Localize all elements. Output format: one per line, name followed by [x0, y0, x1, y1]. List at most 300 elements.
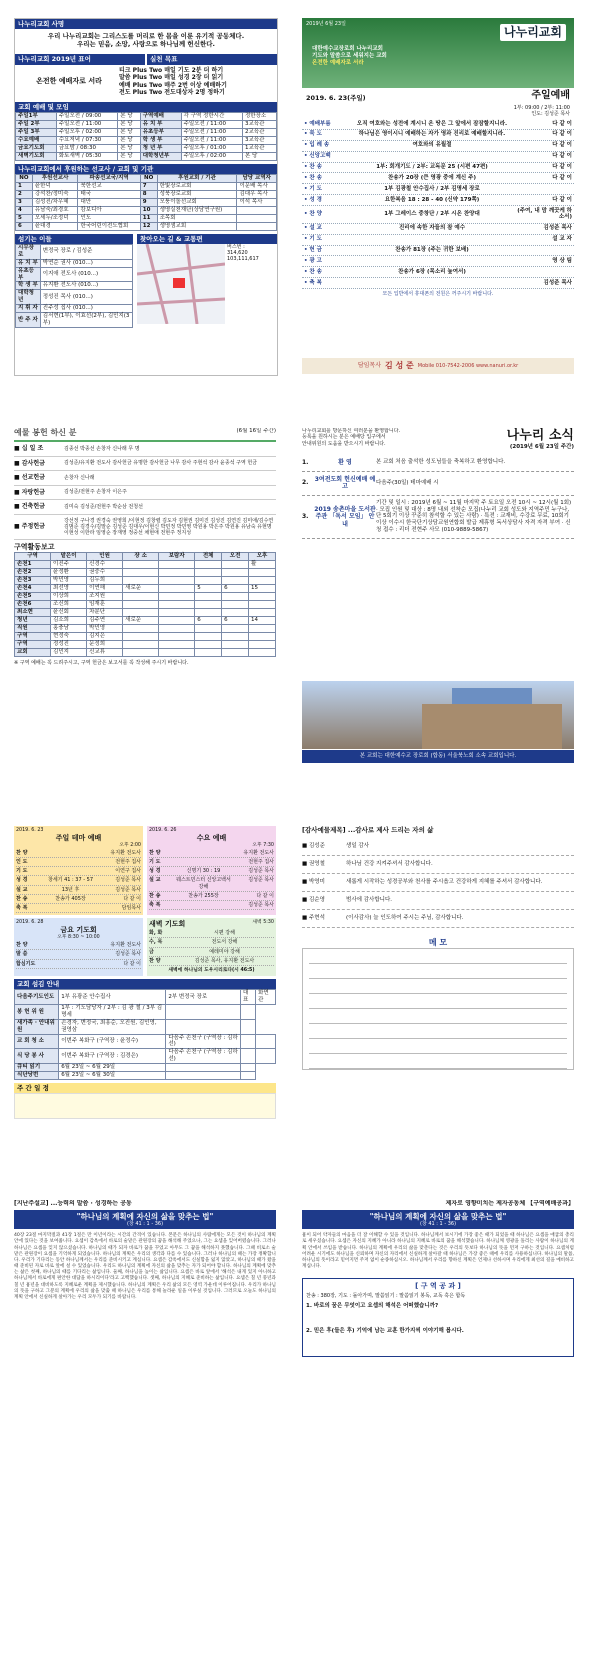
- worship-item: [302, 173, 574, 184]
- table-cell: [166, 1064, 241, 1072]
- friday-box: [14, 918, 143, 976]
- worship-item: [302, 256, 574, 267]
- table-header-row: [16, 174, 277, 182]
- service-cell: 찬 송: [16, 895, 28, 902]
- table-cell: 6: [222, 585, 249, 593]
- page-1: [14, 18, 278, 376]
- table-cell: 본 당: [118, 152, 140, 160]
- news-heading: 환 영: [338, 459, 352, 467]
- group-footnote: ※ 구역 예배는 꼭 드려주시고, 구역 헌금은 보고서를 꼭 작성해 주시기 바랍니다.: [14, 660, 189, 666]
- table-row: [16, 152, 277, 160]
- practice-item: 예배 Plus Two 매주 2번 이상 예배하기: [119, 81, 227, 89]
- worship-item-name: • 찬 양: [304, 210, 322, 217]
- table-cell: [222, 649, 249, 657]
- table-row: [16, 259, 133, 267]
- lesson-question: 2. 믿은 후(들은 후) 기억에 남는 교훈 한가지씩 이야기해 봅시다.: [306, 1328, 464, 1335]
- table-cell: 6: [16, 222, 33, 230]
- table-cell: 수요저녁 / 07:30: [56, 136, 117, 144]
- worship-item-name: • 찬 송: [304, 174, 322, 181]
- table-cell: 최선영: [51, 585, 87, 593]
- offering-row: [14, 457, 276, 472]
- service-cell: [42, 961, 99, 967]
- table-cell: 김주연: [87, 617, 123, 625]
- table-cell: [241, 1064, 256, 1072]
- table-cell: 차분단: [87, 609, 123, 617]
- table-row: [15, 1064, 276, 1072]
- offering-type: ■ 십 일 조: [14, 445, 44, 452]
- group-title: 구역활동보고: [14, 543, 55, 552]
- news-title: 나누리 소식: [506, 428, 574, 443]
- service-cell: 합심기도: [16, 960, 36, 967]
- table-cell: 주일 3부: [16, 128, 57, 136]
- service-cell: 기 도: [16, 868, 28, 875]
- sermon-title: "하나님의 계획에 자신의 삶을 맞추는 법": [76, 1211, 214, 1221]
- table-cell: 식단당번: [15, 1072, 59, 1080]
- table-cell: 이번주 복화구 (구역장 : 김경은): [59, 1049, 166, 1064]
- table-cell: 화면관: [256, 990, 276, 1005]
- table-cell: 구역: [15, 641, 51, 649]
- table-cell: 3교육관: [242, 120, 276, 128]
- fri-time: 오후 8:30 ~ 10:00: [57, 935, 100, 941]
- table-cell: [195, 625, 222, 633]
- service-row: [149, 948, 274, 957]
- offering-type: ■ 자랑헌금: [14, 488, 45, 496]
- weekly-schedule-title: 주 간 일 정: [14, 1083, 276, 1093]
- table-cell: 이번주 복화구 (구역장 : 윤정수): [59, 1034, 166, 1049]
- table-cell: [222, 561, 249, 569]
- worship-item: [302, 235, 574, 246]
- table-cell: 학 생 부: [140, 136, 181, 144]
- table-cell: [222, 569, 249, 577]
- table-header: 보람자: [159, 553, 195, 561]
- worship-item-name: • 설 교: [304, 225, 322, 232]
- fri-date: 2019. 6. 28: [16, 920, 44, 926]
- worship-item: [302, 152, 574, 163]
- table-cell: 문정희: [87, 641, 123, 649]
- table-row: [16, 128, 277, 136]
- service-cell: 기 도: [149, 858, 161, 865]
- table-header: 구역: [15, 553, 51, 561]
- table-row: [15, 633, 276, 641]
- table-row: [16, 282, 133, 290]
- worship-item-detail: 찬송가 6장 (목소리 높여서): [398, 268, 466, 275]
- sun-date: 2019. 6. 23: [16, 828, 44, 833]
- table-cell: [159, 601, 195, 609]
- table-cell: 새가족 · 안내위원: [15, 1019, 59, 1034]
- worship-item: [302, 206, 574, 224]
- news-number: 1.: [302, 459, 309, 467]
- practice-item: 전도 Plus Two 전도대상자 2명 정하기: [119, 89, 225, 96]
- goal-title: 나누리교회 2019년 표어: [15, 54, 145, 64]
- table-cell: [249, 577, 276, 585]
- bus-line: 314,620: [227, 250, 248, 257]
- table-cell: 북한선교: [78, 182, 140, 190]
- mission-line: 우리는 믿음, 소망, 사랑으로 하나님께 헌신한다.: [76, 40, 216, 49]
- table-cell: 손천1: [15, 561, 51, 569]
- table-cell: 구역예배: [140, 112, 181, 120]
- table-cell: 큐티 읽기: [15, 1064, 59, 1072]
- table-cell: 교 회 청 소: [15, 1034, 59, 1049]
- service-cell: 성 경: [16, 877, 28, 884]
- worship-item-name: • 기 도: [304, 185, 322, 192]
- table-cell: 새벽기도회: [16, 152, 57, 160]
- service-row: [149, 892, 274, 901]
- table-cell: 이석 목사: [237, 198, 277, 206]
- table-cell: [249, 569, 276, 577]
- worship-item-name: • 예배부름: [304, 120, 331, 127]
- table-header-row: [15, 553, 276, 561]
- table-cell: [159, 593, 195, 601]
- thanks-row: [302, 910, 574, 928]
- table-cell: 활: [249, 561, 276, 569]
- table-row: [15, 1072, 276, 1080]
- table-cell: 생명샘교회: [157, 222, 237, 230]
- table-row: [16, 182, 277, 190]
- service-cell: 김성준 목사: [115, 877, 141, 884]
- table-cell: 반 주 자: [16, 313, 41, 328]
- table-cell: 이연해: [87, 585, 123, 593]
- table-header: 오전: [222, 553, 249, 561]
- table-row: [15, 569, 276, 577]
- table-cell: 식 당 봉 사: [15, 1049, 59, 1064]
- bus-line: 103,111,617: [227, 256, 259, 263]
- worship-item-name: • 성 경: [304, 196, 322, 203]
- table-cell: 구역: [15, 633, 51, 641]
- service-cell: 김성준 목사, 유지환 전도사: [194, 957, 255, 964]
- table-cell: [123, 601, 159, 609]
- table-cell: 청년: [15, 617, 51, 625]
- worship-item: [302, 278, 574, 289]
- dawn-title: 새벽 기도회: [149, 920, 186, 929]
- page-5: [14, 826, 276, 1146]
- worship-item-detail: 요한복음 18 : 28 - 40 (신약 179쪽): [384, 196, 480, 203]
- table-cell: 이진주: [51, 561, 87, 569]
- table-cell: [159, 633, 195, 641]
- wed-title: 수요 예배: [196, 833, 227, 842]
- table-cell: 1교육관: [242, 144, 276, 152]
- service-times: 1부: 09:00 / 2부: 11:00: [513, 104, 570, 111]
- service-cell: 시편 강해: [214, 930, 235, 937]
- offering-week: (6월 16일 주간): [236, 428, 276, 434]
- news-detail: 본 교회 처음 출석한 성도님들을 축복하고 환영합니다.: [376, 459, 506, 466]
- table-cell: 강석찬/정미숙: [32, 190, 78, 198]
- table-cell: 본 당: [118, 128, 140, 136]
- offering-names: 손창자 신나래: [64, 474, 95, 481]
- worship-item-detail: 하나님은 영이시니 예배하는 자가 영과 진리로 예배할지니라.: [358, 131, 506, 138]
- table-cell: [123, 633, 159, 641]
- thanks-name: ■ 김성준: [302, 843, 325, 850]
- table-cell: [241, 1019, 256, 1034]
- table-cell: [195, 601, 222, 609]
- table-cell: 정한장소: [242, 112, 276, 120]
- wed-date: 2019. 6. 26: [149, 828, 177, 833]
- lesson-question: 1. 바로의 꿈은 무엇이고 요셉의 해석은 어떠했습니까?: [306, 1303, 439, 1310]
- table-cell: [123, 625, 159, 633]
- table-cell: 정성진: [51, 641, 87, 649]
- news-list: [302, 455, 574, 539]
- offering-names: 김성준/전현주 손창자 이은주: [64, 489, 127, 496]
- table-cell: 6: [222, 617, 249, 625]
- intro-line: 나누리교회를 방문하신 여러분을 환영합니다.: [302, 428, 401, 434]
- table-cell: [159, 577, 195, 585]
- service-cell: 다 같 이: [123, 895, 141, 902]
- service-cell: [175, 850, 232, 856]
- table-cell: 박연순 권사 (010...): [40, 259, 132, 267]
- table-cell: [249, 625, 276, 633]
- table-cell: 김성진/차우혜: [32, 198, 78, 206]
- table-cell: [195, 641, 222, 649]
- table-cell: [237, 214, 277, 222]
- worship-item: [302, 246, 574, 257]
- table-cell: [222, 593, 249, 601]
- table-row: [16, 198, 277, 206]
- thanks-name: ■ 주현석: [302, 914, 325, 921]
- table-row: [15, 609, 276, 617]
- table-cell: 주일 2부: [16, 120, 57, 128]
- sermon-header: [지난주설교] ...능력의 말씀 · 성경하는 공동: [14, 1200, 132, 1207]
- lesson-body: 흉이 되어 약자들의 마음을 더 잘 이해할 수 있을 것입니다. 하나님께서 보시기에 가장 좋은 때가 되었을 때 하나님은 요셉을 애굽의 총리로 세우셨습니다. 요셉은 자신의 지혜가 아니라 하나님의 지혜로 바로의 꿈을 해석했습니다. 하나님께 영광을 돌리는 사람이 하나님의 계획 안에서 쓰임을 받습니다. 하나님의 계획에 우리의 삶을 맞춘다는 것은 우리의 뜻보다 하나님의 뜻을 먼저 구하는 것입니다. 요셉처럼 어려운 시기에도 하나님을 신뢰하며 자신의 자리에서 신실하게 살아갈 때 하나님은 가장 좋은 때에 우리를 사용하십니다. 하나님의 말씀, 하나님의 뜻이라고 믿어지면 주저 없이 순종하십시오. 하나님께서 우리를 향하신 계획은 언제나 선하시며 우리에게 최선의 길을 예비하고 계십니다.: [302, 1233, 574, 1270]
- service-title: 주일예배: [531, 90, 570, 101]
- worship-item-leader: 김성준 목사: [543, 279, 572, 286]
- news-heading: 3여전도회 헌신예배 예고: [314, 475, 376, 491]
- table-header: 인원: [87, 553, 123, 561]
- denomination-footer: 본 교회는 대한예수교 장로회 (합동) 서울북노회 소속 교회입니다.: [302, 750, 574, 763]
- fri-title: 금요 기도회: [60, 926, 97, 935]
- thanks-row: [302, 874, 574, 892]
- table-cell: 유지환 전도사 (010...): [40, 282, 132, 290]
- table-cell: 변정국 장로 / 김성준: [40, 244, 132, 259]
- table-cell: [237, 222, 277, 230]
- table-header: 후원선교사: [32, 174, 78, 182]
- service-cell: 수, 목: [149, 939, 163, 946]
- pastor-name: 김 성 준: [385, 361, 414, 370]
- service-cell: 신명기 30 : 19: [186, 868, 221, 875]
- intro-line: 안내위원의 도움을 받으시기 바랍니다.: [302, 440, 386, 447]
- news-heading: 2019 송촌마을 도서관 주관 「독서 모임」 안내: [314, 505, 376, 528]
- offering-row: [14, 442, 276, 457]
- service-row: [149, 901, 274, 910]
- table-row: [15, 617, 276, 625]
- table-cell: 한국어린이전도협회: [78, 222, 140, 230]
- table-header: 오후: [249, 553, 276, 561]
- service-row: [16, 941, 141, 950]
- worship-item-leader: 영 상 팀: [552, 257, 572, 264]
- worship-item-detail: 찬송가 20장 (큰 영광 중에 계신 주): [388, 174, 476, 181]
- table-cell: 다음주 손천구 (구역장 : 김하선): [166, 1049, 241, 1064]
- offering-row: [14, 471, 276, 486]
- table-cell: [123, 561, 159, 569]
- table-cell: [123, 649, 159, 657]
- table-cell: 손천5: [15, 593, 51, 601]
- worship-item-leader: 다 같 이: [552, 153, 572, 160]
- offering-names: 강선정 구나경 권경숙 권영희 /이현정 김창렬 김도자 김현권 김미진 김성진 김연진 김미애/김수연 김범준 김경수/김말순 김성준 김대우/이현신 박민정 박민영 박원용 박은주 박원용 유남숙 유현명 이현성 이한라 임영순 장재영 정중선 채현애 전현주 정지성: [64, 517, 274, 536]
- order-of-worship: [302, 119, 574, 289]
- memo-title: 메 모: [428, 937, 448, 947]
- service-cell: 이연구 집사: [115, 868, 141, 875]
- schedule-title: 교회 예배 및 모임: [15, 102, 277, 112]
- table-row: [16, 190, 277, 198]
- worship-item-detail: 1부 김광철 안수집사 / 2부 김명세 장로: [384, 185, 480, 192]
- service-cell: 화, 화: [149, 930, 163, 937]
- table-cell: 대학청년: [16, 290, 41, 305]
- banner-line: 온전한 예배자로 서라: [312, 59, 364, 66]
- worship-item-name: • 입 례 송: [304, 142, 330, 149]
- table-cell: [249, 593, 276, 601]
- table-cell: [241, 1034, 256, 1049]
- service-cell: 창세기 41 : 37 - 57: [47, 877, 93, 884]
- service-cell: 축 복: [149, 902, 161, 909]
- table-cell: 주일오후 / 02:00: [181, 152, 242, 160]
- schedule-table: [15, 112, 277, 161]
- table-cell: 모퉁이돌선교회: [157, 198, 237, 206]
- mission-org-title: 나누리교회에서 후원하는 선교사 / 교회 및 기관: [15, 164, 277, 174]
- wed-time: 오후 7:30: [252, 842, 274, 848]
- service-cell: 찬 양: [149, 957, 161, 964]
- memo-lines: [302, 948, 574, 1070]
- worship-item: [302, 195, 574, 206]
- table-cell: [249, 609, 276, 617]
- practice-title: 실천 목표: [147, 54, 277, 64]
- table-cell: [159, 617, 195, 625]
- table-cell: 8: [140, 190, 157, 198]
- map-image: [137, 244, 225, 324]
- service-row: [16, 867, 141, 876]
- table-cell: 생명실천재단(상담연구원): [157, 206, 237, 214]
- table-cell: 유 치 부: [16, 259, 41, 267]
- service-cell: [42, 905, 99, 911]
- service-cell: 설 교: [16, 886, 28, 893]
- service-cell: 찬 양: [149, 849, 161, 856]
- service-cell: 유지환 전도사: [243, 849, 274, 856]
- table-cell: [195, 633, 222, 641]
- table-cell: 11: [140, 214, 157, 222]
- dawn-time: 새벽 5:30: [252, 920, 274, 926]
- page-3: [14, 428, 276, 763]
- table-row: [15, 641, 276, 649]
- table-cell: [249, 601, 276, 609]
- service-cell: 금: [149, 948, 154, 955]
- service-cell: 말 씀: [16, 951, 28, 958]
- worship-item-name: • 찬 송: [304, 268, 322, 275]
- table-cell: 2교육관: [242, 128, 276, 136]
- table-row: [16, 144, 277, 152]
- table-row: [16, 267, 133, 282]
- table-cell: [159, 585, 195, 593]
- table-cell: 수요예배: [16, 136, 57, 144]
- worship-item-leader: (주여, 내 맘 깨끗케 하소서): [517, 207, 572, 221]
- worship-item-leader: 다 같 이: [552, 142, 572, 149]
- worship-item-detail: 진리에 속한 자들의 참 예수: [398, 225, 466, 232]
- table-cell: 홍충남: [51, 625, 87, 633]
- thanks-row: [302, 856, 574, 874]
- table-cell: 신교류: [87, 649, 123, 657]
- service-row: [149, 957, 274, 966]
- service-cell: 김성준 목사: [248, 868, 274, 875]
- service-cell: 13년 후: [61, 886, 80, 893]
- offering-type: ■ 주정헌금: [14, 523, 45, 531]
- group-table: [14, 552, 276, 657]
- service-cell: 찬 송: [149, 892, 161, 899]
- intro-line: 등록을 원하시는 분은 예배당 입구에서: [302, 434, 386, 441]
- apply-title: [ 구 역 공 과 ]: [415, 1282, 461, 1291]
- service-cell: 전도서 강해: [211, 939, 238, 946]
- table-header: NO: [16, 174, 33, 182]
- service-cell: [42, 859, 99, 865]
- table-row: [16, 244, 133, 259]
- table-row: [16, 290, 133, 305]
- table-cell: 다음주 손천구 (구역장 : 김하선): [166, 1034, 241, 1049]
- table-cell: 권중수: [87, 569, 123, 577]
- offering-row: [14, 515, 276, 541]
- table-cell: 5: [195, 585, 222, 593]
- table-cell: 9: [140, 198, 157, 206]
- table-cell: [241, 1072, 256, 1080]
- offering-names: 김미숙 김성준/전현주 박순삼 전청선: [64, 503, 143, 510]
- table-cell: [123, 569, 159, 577]
- dawn-box: [147, 918, 276, 976]
- table-cell: [123, 593, 159, 601]
- table-cell: 시무장로: [16, 244, 41, 259]
- table-cell: 임재훈: [87, 601, 123, 609]
- worship-item-detail: 1부: 회개기도 / 2부: 교독문 25 (시편 47편): [376, 164, 488, 170]
- offering-type: ■ 감사헌금: [14, 459, 45, 467]
- table-cell: [222, 609, 249, 617]
- service-row: [149, 929, 274, 938]
- table-row: [16, 214, 277, 222]
- table-cell: 7: [140, 182, 157, 190]
- table-row: [16, 206, 277, 214]
- service-row: [16, 876, 141, 885]
- table-cell: 5: [16, 214, 33, 222]
- table-cell: 주일오전 / 11:00: [181, 128, 242, 136]
- worship-item: [302, 163, 574, 174]
- table-cell: [159, 649, 195, 657]
- table-row: [16, 222, 277, 230]
- thanks-name: ■ 김순영: [302, 896, 325, 903]
- table-cell: [249, 641, 276, 649]
- offering-row: [14, 500, 276, 515]
- table-cell: 진주성 집사 (010...): [40, 305, 132, 313]
- page-8: [302, 1200, 574, 1655]
- church-name: 나누리교회: [500, 24, 566, 41]
- worship-item-name: • 축 복: [304, 279, 322, 286]
- service-cell: 인 도: [16, 858, 28, 865]
- table-cell: 이상희: [51, 593, 87, 601]
- worship-item: [302, 141, 574, 152]
- table-cell: 10: [140, 206, 157, 214]
- pastor-label: 담임목사: [357, 362, 382, 370]
- apply-intro: 찬송 : 380장, 기도 : 돌아가며, 말씀읽기 : 말씀읽기 봉독, 교독 혹은 합독: [306, 1293, 466, 1299]
- service-cell: 담임목사: [121, 905, 141, 912]
- table-cell: [159, 609, 195, 617]
- worship-item-detail: 오직 여호와는 성전에 계시니 온 땅은 그 앞에서 잠잠할지니라.: [356, 120, 508, 127]
- bus-label: 버스번 :: [227, 243, 245, 250]
- worship-item-leader: 다 같 이: [552, 164, 572, 170]
- table-cell: [123, 641, 159, 649]
- service-row: [16, 904, 141, 913]
- table-cell: [166, 1019, 241, 1034]
- table-cell: 본 당: [118, 136, 140, 144]
- table-cell: 주일오전 / 11:00: [181, 120, 242, 128]
- thanks-row: [302, 838, 574, 856]
- service-cell: 전현주 집사: [248, 858, 274, 865]
- table-row: [16, 112, 277, 120]
- table-cell: 새로운: [123, 617, 159, 625]
- service-cell: 김성준 목사: [248, 902, 274, 909]
- table-cell: 윤신회: [51, 609, 87, 617]
- table-cell: [195, 609, 222, 617]
- table-cell: [195, 569, 222, 577]
